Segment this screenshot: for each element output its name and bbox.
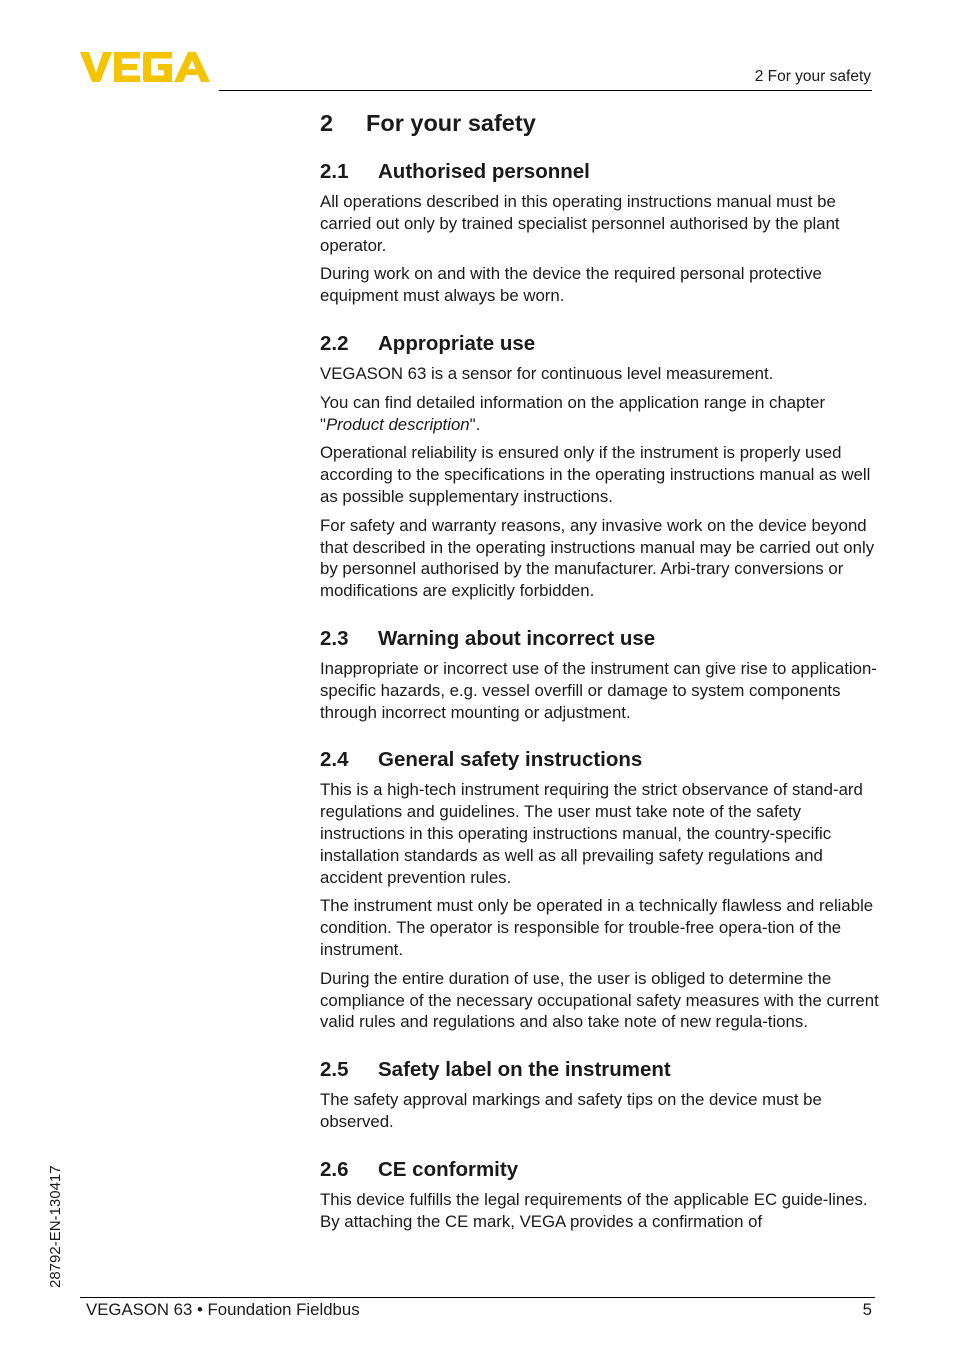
section-heading xyxy=(320,159,880,185)
vega-logo xyxy=(80,50,212,84)
chapter-number: 2 xyxy=(320,110,334,136)
page-number: 5 xyxy=(862,1300,872,1319)
section-heading xyxy=(320,747,880,773)
section-general-safety-instructions xyxy=(320,747,880,1033)
paragraph: The safety approval markings and safety tips on the device must be observed. xyxy=(320,1090,822,1131)
section-title: CE conformity xyxy=(378,1157,519,1181)
reference-text: You can find detailed information on the application range in chapter " xyxy=(320,392,826,434)
section-heading xyxy=(320,1157,880,1183)
document-code: 28792-EN-130417 xyxy=(47,1165,64,1288)
section-number: 2.5 xyxy=(320,1058,349,1082)
section-authorised-personnel xyxy=(320,159,880,307)
chapter-reference: Product description xyxy=(325,414,470,434)
section-ce-conformity xyxy=(320,1157,880,1233)
section-number: 2.3 xyxy=(320,626,349,650)
reference-text-end: ". xyxy=(469,414,481,434)
paragraph: Inappropriate or incorrect use of the instrument can give rise to application-specific hazards, e.g. vessel overfill or damage to system components through incorrect mounting or adjustment. xyxy=(320,658,877,722)
section-number: 2.4 xyxy=(320,748,349,772)
header-rule xyxy=(219,90,872,91)
paragraph: During work on and with the device the required personal protective equipment must always be worn. xyxy=(320,264,822,306)
paragraph: VEGASON 63 is a sensor for continuous level measurement. xyxy=(320,363,774,383)
paragraph: Operational reliability is ensured only if the instrument is properly used according to the specifications in the operating instructions manual as well as possible supplementary instructions. xyxy=(320,443,871,506)
paragraph: All operations described in this operating instructions manual must be carried out only by trained specialist personnel authorised by the plant operator. xyxy=(320,192,840,255)
section-title: Warning about incorrect use xyxy=(378,626,656,650)
paragraph: This is a high-tech instrument requiring the strict observance of stand-ard regulations and guidelines. The user must take note of the safety instructions in this operating instructions manual, the country-specific installation standards as well as all prevailing safety regulations and accident prevention rules. xyxy=(320,780,863,887)
paragraph: For safety and warranty reasons, any invasive work on the device beyond that described in the operating instructions manual may be carried out only by personnel authorised by the manufacturer. Arbi-trary conversions or modifications are explicitly forbidden. xyxy=(320,515,875,601)
paragraph: The instrument must only be operated in a technically flawless and reliable condition. The operator is responsible for trouble-free opera-tion of the instrument. xyxy=(320,896,874,959)
paragraph-chapter-reference xyxy=(320,392,880,436)
section-heading xyxy=(320,331,880,357)
paragraph: During the entire duration of use, the user is obliged to determine the compliance of the necessary occupational safety measures with the current valid rules and regulations and also take note of new regula-tions. xyxy=(320,968,879,1032)
section-title: Appropriate use xyxy=(378,331,536,355)
running-head: 2 For your safety xyxy=(754,68,871,85)
chapter-heading xyxy=(320,110,880,137)
section-safety-label xyxy=(320,1057,880,1133)
paragraph: This device fulfills the legal requirements of the applicable EC guide-lines. By attaching the CE mark, VEGA provides a confirmation of xyxy=(320,1189,868,1231)
footer-product: VEGASON 63 • Foundation Fieldbus xyxy=(86,1300,360,1319)
section-title: Authorised personnel xyxy=(378,160,590,183)
section-number: 2.6 xyxy=(320,1157,349,1181)
section-title: Safety label on the instrument xyxy=(378,1058,671,1082)
section-heading xyxy=(320,626,880,652)
section-warning-incorrect-use xyxy=(320,626,880,723)
section-title: General safety instructions xyxy=(378,748,643,772)
chapter-title: For your safety xyxy=(366,110,536,136)
footer-rule xyxy=(80,1297,875,1298)
section-appropriate-use xyxy=(320,331,880,602)
section-heading xyxy=(320,1057,880,1083)
page-content xyxy=(320,110,880,1256)
section-number: 2.2 xyxy=(320,331,349,355)
section-number: 2.1 xyxy=(320,160,349,183)
